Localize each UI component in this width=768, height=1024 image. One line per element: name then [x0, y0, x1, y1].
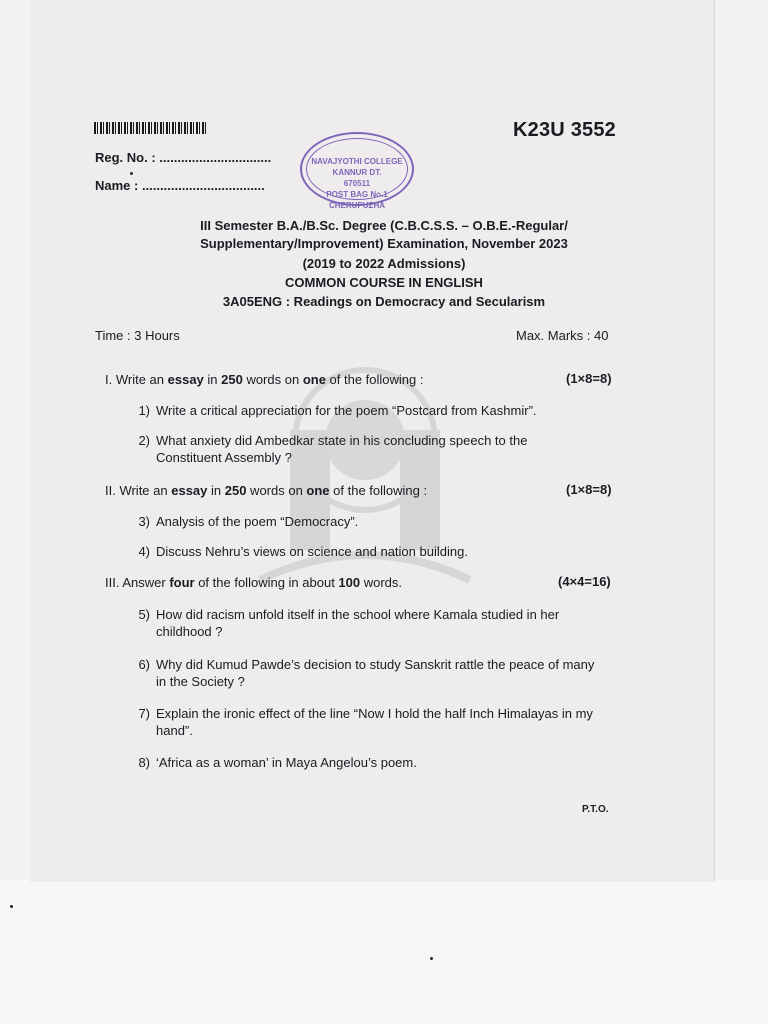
stamp-line-1: NAVAJYOTHI COLLEGE	[311, 157, 403, 166]
question-6	[128, 656, 598, 690]
name-field: Name : ..................................	[95, 178, 265, 193]
question-text: ‘Africa as a woman’ in Maya Angelou’s poem.	[156, 755, 417, 770]
section-3-prefix: III. Answer	[105, 575, 170, 590]
question-1	[128, 402, 598, 419]
section-1-instruction	[105, 371, 424, 388]
question-4	[128, 543, 598, 560]
section-3-mid-2: words.	[360, 575, 403, 590]
max-marks: Max. Marks : 40	[516, 328, 609, 343]
question-3	[128, 513, 598, 530]
ink-speck	[430, 957, 433, 960]
section-2-prefix: II. Write an	[105, 483, 172, 498]
question-8	[128, 754, 598, 771]
section-2-bold-3: one	[306, 483, 330, 498]
section-2-bold-2: 250	[224, 483, 247, 498]
exam-header-line-3: (2019 to 2022 Admissions)	[302, 256, 466, 271]
reg-no-field: Reg. No. : ...............................	[95, 150, 272, 165]
question-number: 7)	[138, 706, 150, 721]
stamp-line-4: POST BAG No.1 CHERUPUZHA	[326, 190, 388, 210]
question-number: 5)	[138, 607, 150, 622]
exam-header-line-2: Supplementary/Improvement) Examination, November 2023	[200, 236, 568, 251]
question-text: Analysis of the poem “Democracy”.	[156, 514, 359, 529]
college-seal-stamp	[300, 132, 414, 210]
question-number: 3)	[138, 514, 150, 529]
question-number: 4)	[138, 544, 150, 559]
ink-speck	[130, 172, 133, 175]
question-text: Write a critical appreciation for the poem “Postcard from Kashmir”.	[156, 403, 537, 418]
barcode	[94, 122, 206, 134]
question-number: 8)	[138, 755, 150, 770]
time-allowed: Time : 3 Hours	[95, 328, 180, 343]
question-text: What anxiety did Ambedkar state in his concluding speech to the Constituent Assembly ?	[156, 433, 528, 465]
question-text: Why did Kumud Pawde’s decision to study Sanskrit rattle the peace of many in the Society ?	[156, 657, 595, 689]
section-3-bold-2: 100	[338, 575, 361, 590]
section-3-instruction	[105, 574, 402, 591]
section-1-bold-1: essay	[167, 372, 204, 387]
section-2-suffix: of the following :	[329, 483, 428, 498]
section-1-marks: (1×8=8)	[566, 371, 612, 386]
section-1-prefix: I. Write an	[105, 372, 168, 387]
section-1-mid-2: words on	[242, 372, 303, 387]
section-3-bold-1: four	[169, 575, 195, 590]
question-text: Discuss Nehru’s views on science and nation building.	[156, 544, 468, 559]
section-3-marks: (4×4=16)	[558, 574, 611, 589]
ink-speck	[10, 905, 13, 908]
question-text: Explain the ironic effect of the line “Now I hold the half Inch Himalayas in my hand”.	[156, 706, 593, 738]
section-2-instruction	[105, 482, 427, 499]
stamp-line-2: KANNUR DT.	[332, 168, 382, 177]
section-3-mid-1: of the following in about	[194, 575, 339, 590]
question-7	[128, 705, 598, 739]
question-text: How did racism unfold itself in the school where Kamala studied in her childhood ?	[156, 607, 560, 639]
course-title: COMMON COURSE IN ENGLISH	[285, 275, 483, 290]
question-2	[128, 432, 598, 466]
exam-header-line-1: III Semester B.A./B.Sc. Degree (C.B.C.S.S. – O.B.E.-Regular/	[200, 218, 568, 233]
paper-code: K23U 3552	[513, 119, 616, 141]
section-1-mid-1: in	[203, 372, 222, 387]
section-2-mid-1: in	[207, 483, 225, 498]
stamp-text	[302, 156, 412, 211]
section-1-suffix: of the following :	[325, 372, 424, 387]
paper-title: 3A05ENG : Readings on Democracy and Secularism	[222, 294, 546, 309]
question-number: 2)	[138, 433, 150, 448]
background-bottom	[0, 880, 768, 1024]
question-5	[128, 606, 598, 640]
please-turn-over: P.T.O.	[582, 804, 609, 815]
section-2-mid-2: words on	[246, 483, 307, 498]
question-number: 1)	[138, 403, 150, 418]
section-2-marks: (1×8=8)	[566, 482, 612, 497]
question-number: 6)	[138, 657, 150, 672]
section-1-bold-2: 250	[221, 372, 243, 387]
section-1-bold-3: one	[302, 372, 326, 387]
stamp-line-3: 670511	[343, 179, 371, 188]
section-2-bold-1: essay	[171, 483, 208, 498]
